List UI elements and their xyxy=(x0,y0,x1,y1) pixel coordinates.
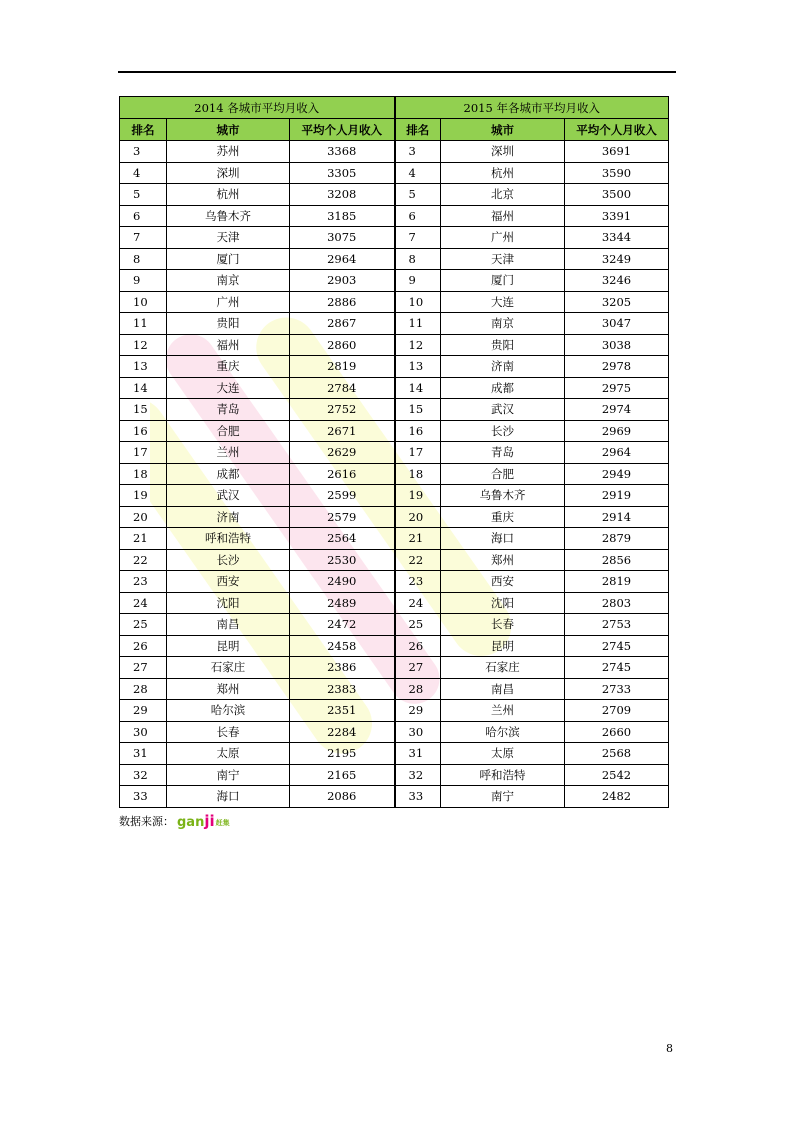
table-row xyxy=(120,463,669,485)
income-2015: 2482 xyxy=(565,786,669,808)
source-label: 数据来源： xyxy=(119,815,174,828)
income-2014: 2564 xyxy=(290,528,395,550)
city-2014: 重庆 xyxy=(167,356,290,378)
income-2015: 2969 xyxy=(565,420,669,442)
rank-2014: 19 xyxy=(120,485,167,507)
city-2015: 深圳 xyxy=(441,141,565,163)
table-row xyxy=(120,786,669,808)
city-2015: 长春 xyxy=(441,614,565,636)
table-row xyxy=(120,528,669,550)
rank-2015: 13 xyxy=(395,356,441,378)
city-2015: 呼和浩特 xyxy=(441,764,565,786)
rank-2015: 24 xyxy=(395,592,441,614)
table-row xyxy=(120,614,669,636)
income-2015: 2745 xyxy=(565,657,669,679)
income-2015: 3590 xyxy=(565,162,669,184)
city-2014: 大连 xyxy=(167,377,290,399)
income-2015: 2542 xyxy=(565,764,669,786)
city-2014: 青岛 xyxy=(167,399,290,421)
city-2014: 济南 xyxy=(167,506,290,528)
income-2015: 2879 xyxy=(565,528,669,550)
rank-2015: 8 xyxy=(395,248,441,270)
rank-2015: 4 xyxy=(395,162,441,184)
rank-2014: 16 xyxy=(120,420,167,442)
rank-2015: 33 xyxy=(395,786,441,808)
income-2015: 2914 xyxy=(565,506,669,528)
table-row xyxy=(120,721,669,743)
rank-2014: 10 xyxy=(120,291,167,313)
rank-2014: 6 xyxy=(120,205,167,227)
city-2015: 南宁 xyxy=(441,786,565,808)
rank-2015: 27 xyxy=(395,657,441,679)
city-2015: 贵阳 xyxy=(441,334,565,356)
rank-2014: 31 xyxy=(120,743,167,765)
city-2015: 哈尔滨 xyxy=(441,721,565,743)
income-2015: 3391 xyxy=(565,205,669,227)
city-2015: 福州 xyxy=(441,205,565,227)
income-2015: 2709 xyxy=(565,700,669,722)
city-2015: 杭州 xyxy=(441,162,565,184)
income-2015: 2568 xyxy=(565,743,669,765)
col-rank-2015: 排名 xyxy=(395,119,441,141)
income-2014: 2671 xyxy=(290,420,395,442)
city-2015: 大连 xyxy=(441,291,565,313)
rank-2014: 7 xyxy=(120,227,167,249)
table-row xyxy=(120,635,669,657)
data-source xyxy=(119,812,230,830)
city-2015: 南京 xyxy=(441,313,565,335)
rank-2014: 15 xyxy=(120,399,167,421)
city-2014: 兰州 xyxy=(167,442,290,464)
income-table xyxy=(119,96,669,808)
rank-2014: 24 xyxy=(120,592,167,614)
income-2014: 2819 xyxy=(290,356,395,378)
city-2015: 海口 xyxy=(441,528,565,550)
rank-2015: 21 xyxy=(395,528,441,550)
city-2014: 太原 xyxy=(167,743,290,765)
city-2014: 合肥 xyxy=(167,420,290,442)
rank-2015: 31 xyxy=(395,743,441,765)
city-2015: 厦门 xyxy=(441,270,565,292)
income-2014: 3075 xyxy=(290,227,395,249)
rank-2014: 32 xyxy=(120,764,167,786)
income-2014: 2579 xyxy=(290,506,395,528)
income-2014: 2472 xyxy=(290,614,395,636)
rank-2014: 14 xyxy=(120,377,167,399)
table-row xyxy=(120,700,669,722)
rank-2014: 30 xyxy=(120,721,167,743)
table-row xyxy=(120,420,669,442)
income-2014: 2616 xyxy=(290,463,395,485)
rank-2015: 5 xyxy=(395,184,441,206)
table-row xyxy=(120,248,669,270)
table-row xyxy=(120,571,669,593)
table-row xyxy=(120,549,669,571)
rank-2014: 17 xyxy=(120,442,167,464)
income-2015: 2745 xyxy=(565,635,669,657)
rank-2015: 28 xyxy=(395,678,441,700)
city-2015: 南昌 xyxy=(441,678,565,700)
city-2014: 南昌 xyxy=(167,614,290,636)
table-row xyxy=(120,377,669,399)
table-row xyxy=(120,442,669,464)
city-2014: 西安 xyxy=(167,571,290,593)
city-2014: 成都 xyxy=(167,463,290,485)
ganji-logo: gan ji 赶集 xyxy=(177,812,230,830)
city-2014: 苏州 xyxy=(167,141,290,163)
city-2015: 天津 xyxy=(441,248,565,270)
rank-2014: 29 xyxy=(120,700,167,722)
city-2014: 福州 xyxy=(167,334,290,356)
city-2014: 南宁 xyxy=(167,764,290,786)
rank-2015: 7 xyxy=(395,227,441,249)
table-row xyxy=(120,141,669,163)
table-row xyxy=(120,334,669,356)
income-2015: 2660 xyxy=(565,721,669,743)
city-2014: 天津 xyxy=(167,227,290,249)
header-2014: 2014 各城市平均月收入 xyxy=(120,97,395,119)
table-row xyxy=(120,162,669,184)
table-row xyxy=(120,592,669,614)
city-2015: 太原 xyxy=(441,743,565,765)
city-2014: 海口 xyxy=(167,786,290,808)
income-2015: 3246 xyxy=(565,270,669,292)
rank-2015: 16 xyxy=(395,420,441,442)
city-2014: 沈阳 xyxy=(167,592,290,614)
col-city-2014: 城市 xyxy=(167,119,290,141)
income-2015: 3047 xyxy=(565,313,669,335)
income-2014: 2489 xyxy=(290,592,395,614)
rank-2015: 22 xyxy=(395,549,441,571)
table-row xyxy=(120,291,669,313)
rank-2014: 5 xyxy=(120,184,167,206)
table-row xyxy=(120,313,669,335)
city-2015: 西安 xyxy=(441,571,565,593)
city-2014: 哈尔滨 xyxy=(167,700,290,722)
rank-2015: 30 xyxy=(395,721,441,743)
income-2014: 2383 xyxy=(290,678,395,700)
rank-2015: 11 xyxy=(395,313,441,335)
income-2015: 2949 xyxy=(565,463,669,485)
income-2014: 2860 xyxy=(290,334,395,356)
income-2015: 2753 xyxy=(565,614,669,636)
rank-2014: 25 xyxy=(120,614,167,636)
income-2014: 2886 xyxy=(290,291,395,313)
rank-2014: 8 xyxy=(120,248,167,270)
income-2015: 2819 xyxy=(565,571,669,593)
income-2014: 2867 xyxy=(290,313,395,335)
table-row xyxy=(120,657,669,679)
rank-2014: 9 xyxy=(120,270,167,292)
table-row xyxy=(120,227,669,249)
city-2014: 长沙 xyxy=(167,549,290,571)
page-number: 8 xyxy=(666,1042,673,1055)
rank-2014: 18 xyxy=(120,463,167,485)
income-2014: 2195 xyxy=(290,743,395,765)
income-2015: 2978 xyxy=(565,356,669,378)
income-2015: 3205 xyxy=(565,291,669,313)
city-2014: 乌鲁木齐 xyxy=(167,205,290,227)
income-2014: 2752 xyxy=(290,399,395,421)
rank-2014: 4 xyxy=(120,162,167,184)
city-2014: 厦门 xyxy=(167,248,290,270)
income-2015: 2975 xyxy=(565,377,669,399)
city-2014: 深圳 xyxy=(167,162,290,184)
top-rule xyxy=(118,71,676,73)
city-2015: 青岛 xyxy=(441,442,565,464)
table-row xyxy=(120,506,669,528)
city-2015: 郑州 xyxy=(441,549,565,571)
income-2015: 2964 xyxy=(565,442,669,464)
income-2015: 3344 xyxy=(565,227,669,249)
table-row xyxy=(120,764,669,786)
city-2014: 贵阳 xyxy=(167,313,290,335)
table-row xyxy=(120,399,669,421)
income-2014: 2599 xyxy=(290,485,395,507)
income-2014: 3305 xyxy=(290,162,395,184)
income-2014: 3368 xyxy=(290,141,395,163)
rank-2014: 26 xyxy=(120,635,167,657)
rank-2015: 12 xyxy=(395,334,441,356)
income-2014: 2165 xyxy=(290,764,395,786)
income-2015: 2919 xyxy=(565,485,669,507)
rank-2015: 17 xyxy=(395,442,441,464)
rank-2014: 23 xyxy=(120,571,167,593)
table-row xyxy=(120,485,669,507)
rank-2015: 10 xyxy=(395,291,441,313)
col-income-2014: 平均个人月收入 xyxy=(290,119,395,141)
city-2014: 昆明 xyxy=(167,635,290,657)
city-2015: 乌鲁木齐 xyxy=(441,485,565,507)
income-2014: 2086 xyxy=(290,786,395,808)
table-row xyxy=(120,270,669,292)
table-row xyxy=(120,356,669,378)
income-2015: 3500 xyxy=(565,184,669,206)
rank-2015: 29 xyxy=(395,700,441,722)
income-2014: 2458 xyxy=(290,635,395,657)
city-2015: 沈阳 xyxy=(441,592,565,614)
income-2015: 2733 xyxy=(565,678,669,700)
rank-2015: 3 xyxy=(395,141,441,163)
city-2014: 石家庄 xyxy=(167,657,290,679)
city-2014: 南京 xyxy=(167,270,290,292)
city-2015: 北京 xyxy=(441,184,565,206)
rank-2015: 9 xyxy=(395,270,441,292)
rank-2015: 23 xyxy=(395,571,441,593)
income-2015: 2974 xyxy=(565,399,669,421)
income-2014: 2784 xyxy=(290,377,395,399)
col-income-2015: 平均个人月收入 xyxy=(565,119,669,141)
city-2015: 长沙 xyxy=(441,420,565,442)
header-2015: 2015 年各城市平均月收入 xyxy=(395,97,669,119)
rank-2014: 11 xyxy=(120,313,167,335)
city-2014: 郑州 xyxy=(167,678,290,700)
city-2014: 武汉 xyxy=(167,485,290,507)
income-2015: 2803 xyxy=(565,592,669,614)
income-2014: 2351 xyxy=(290,700,395,722)
income-2014: 2530 xyxy=(290,549,395,571)
income-2015: 3038 xyxy=(565,334,669,356)
city-2014: 呼和浩特 xyxy=(167,528,290,550)
city-2014: 长春 xyxy=(167,721,290,743)
rank-2015: 18 xyxy=(395,463,441,485)
income-2015: 2856 xyxy=(565,549,669,571)
rank-2015: 19 xyxy=(395,485,441,507)
col-rank-2014: 排名 xyxy=(120,119,167,141)
rank-2014: 22 xyxy=(120,549,167,571)
city-2014: 广州 xyxy=(167,291,290,313)
income-2014: 3185 xyxy=(290,205,395,227)
rank-2015: 20 xyxy=(395,506,441,528)
rank-2014: 13 xyxy=(120,356,167,378)
income-2014: 3208 xyxy=(290,184,395,206)
table-row xyxy=(120,743,669,765)
income-2014: 2490 xyxy=(290,571,395,593)
city-2015: 广州 xyxy=(441,227,565,249)
rank-2014: 21 xyxy=(120,528,167,550)
rank-2015: 26 xyxy=(395,635,441,657)
income-2015: 3249 xyxy=(565,248,669,270)
rank-2015: 15 xyxy=(395,399,441,421)
rank-2014: 28 xyxy=(120,678,167,700)
income-2014: 2386 xyxy=(290,657,395,679)
income-2014: 2629 xyxy=(290,442,395,464)
rank-2014: 12 xyxy=(120,334,167,356)
table-row xyxy=(120,184,669,206)
city-2015: 成都 xyxy=(441,377,565,399)
rank-2014: 33 xyxy=(120,786,167,808)
city-2015: 兰州 xyxy=(441,700,565,722)
rank-2015: 32 xyxy=(395,764,441,786)
city-2014: 杭州 xyxy=(167,184,290,206)
col-city-2015: 城市 xyxy=(441,119,565,141)
rank-2014: 27 xyxy=(120,657,167,679)
rank-2014: 20 xyxy=(120,506,167,528)
rank-2015: 6 xyxy=(395,205,441,227)
rank-2015: 14 xyxy=(395,377,441,399)
table-row xyxy=(120,678,669,700)
city-2015: 济南 xyxy=(441,356,565,378)
city-2015: 合肥 xyxy=(441,463,565,485)
rank-2015: 25 xyxy=(395,614,441,636)
city-2015: 武汉 xyxy=(441,399,565,421)
table-row xyxy=(120,205,669,227)
income-2014: 2964 xyxy=(290,248,395,270)
city-2015: 重庆 xyxy=(441,506,565,528)
income-2014: 2903 xyxy=(290,270,395,292)
city-2015: 昆明 xyxy=(441,635,565,657)
rank-2014: 3 xyxy=(120,141,167,163)
city-2015: 石家庄 xyxy=(441,657,565,679)
income-2014: 2284 xyxy=(290,721,395,743)
table-body xyxy=(120,141,669,808)
income-2015: 3691 xyxy=(565,141,669,163)
